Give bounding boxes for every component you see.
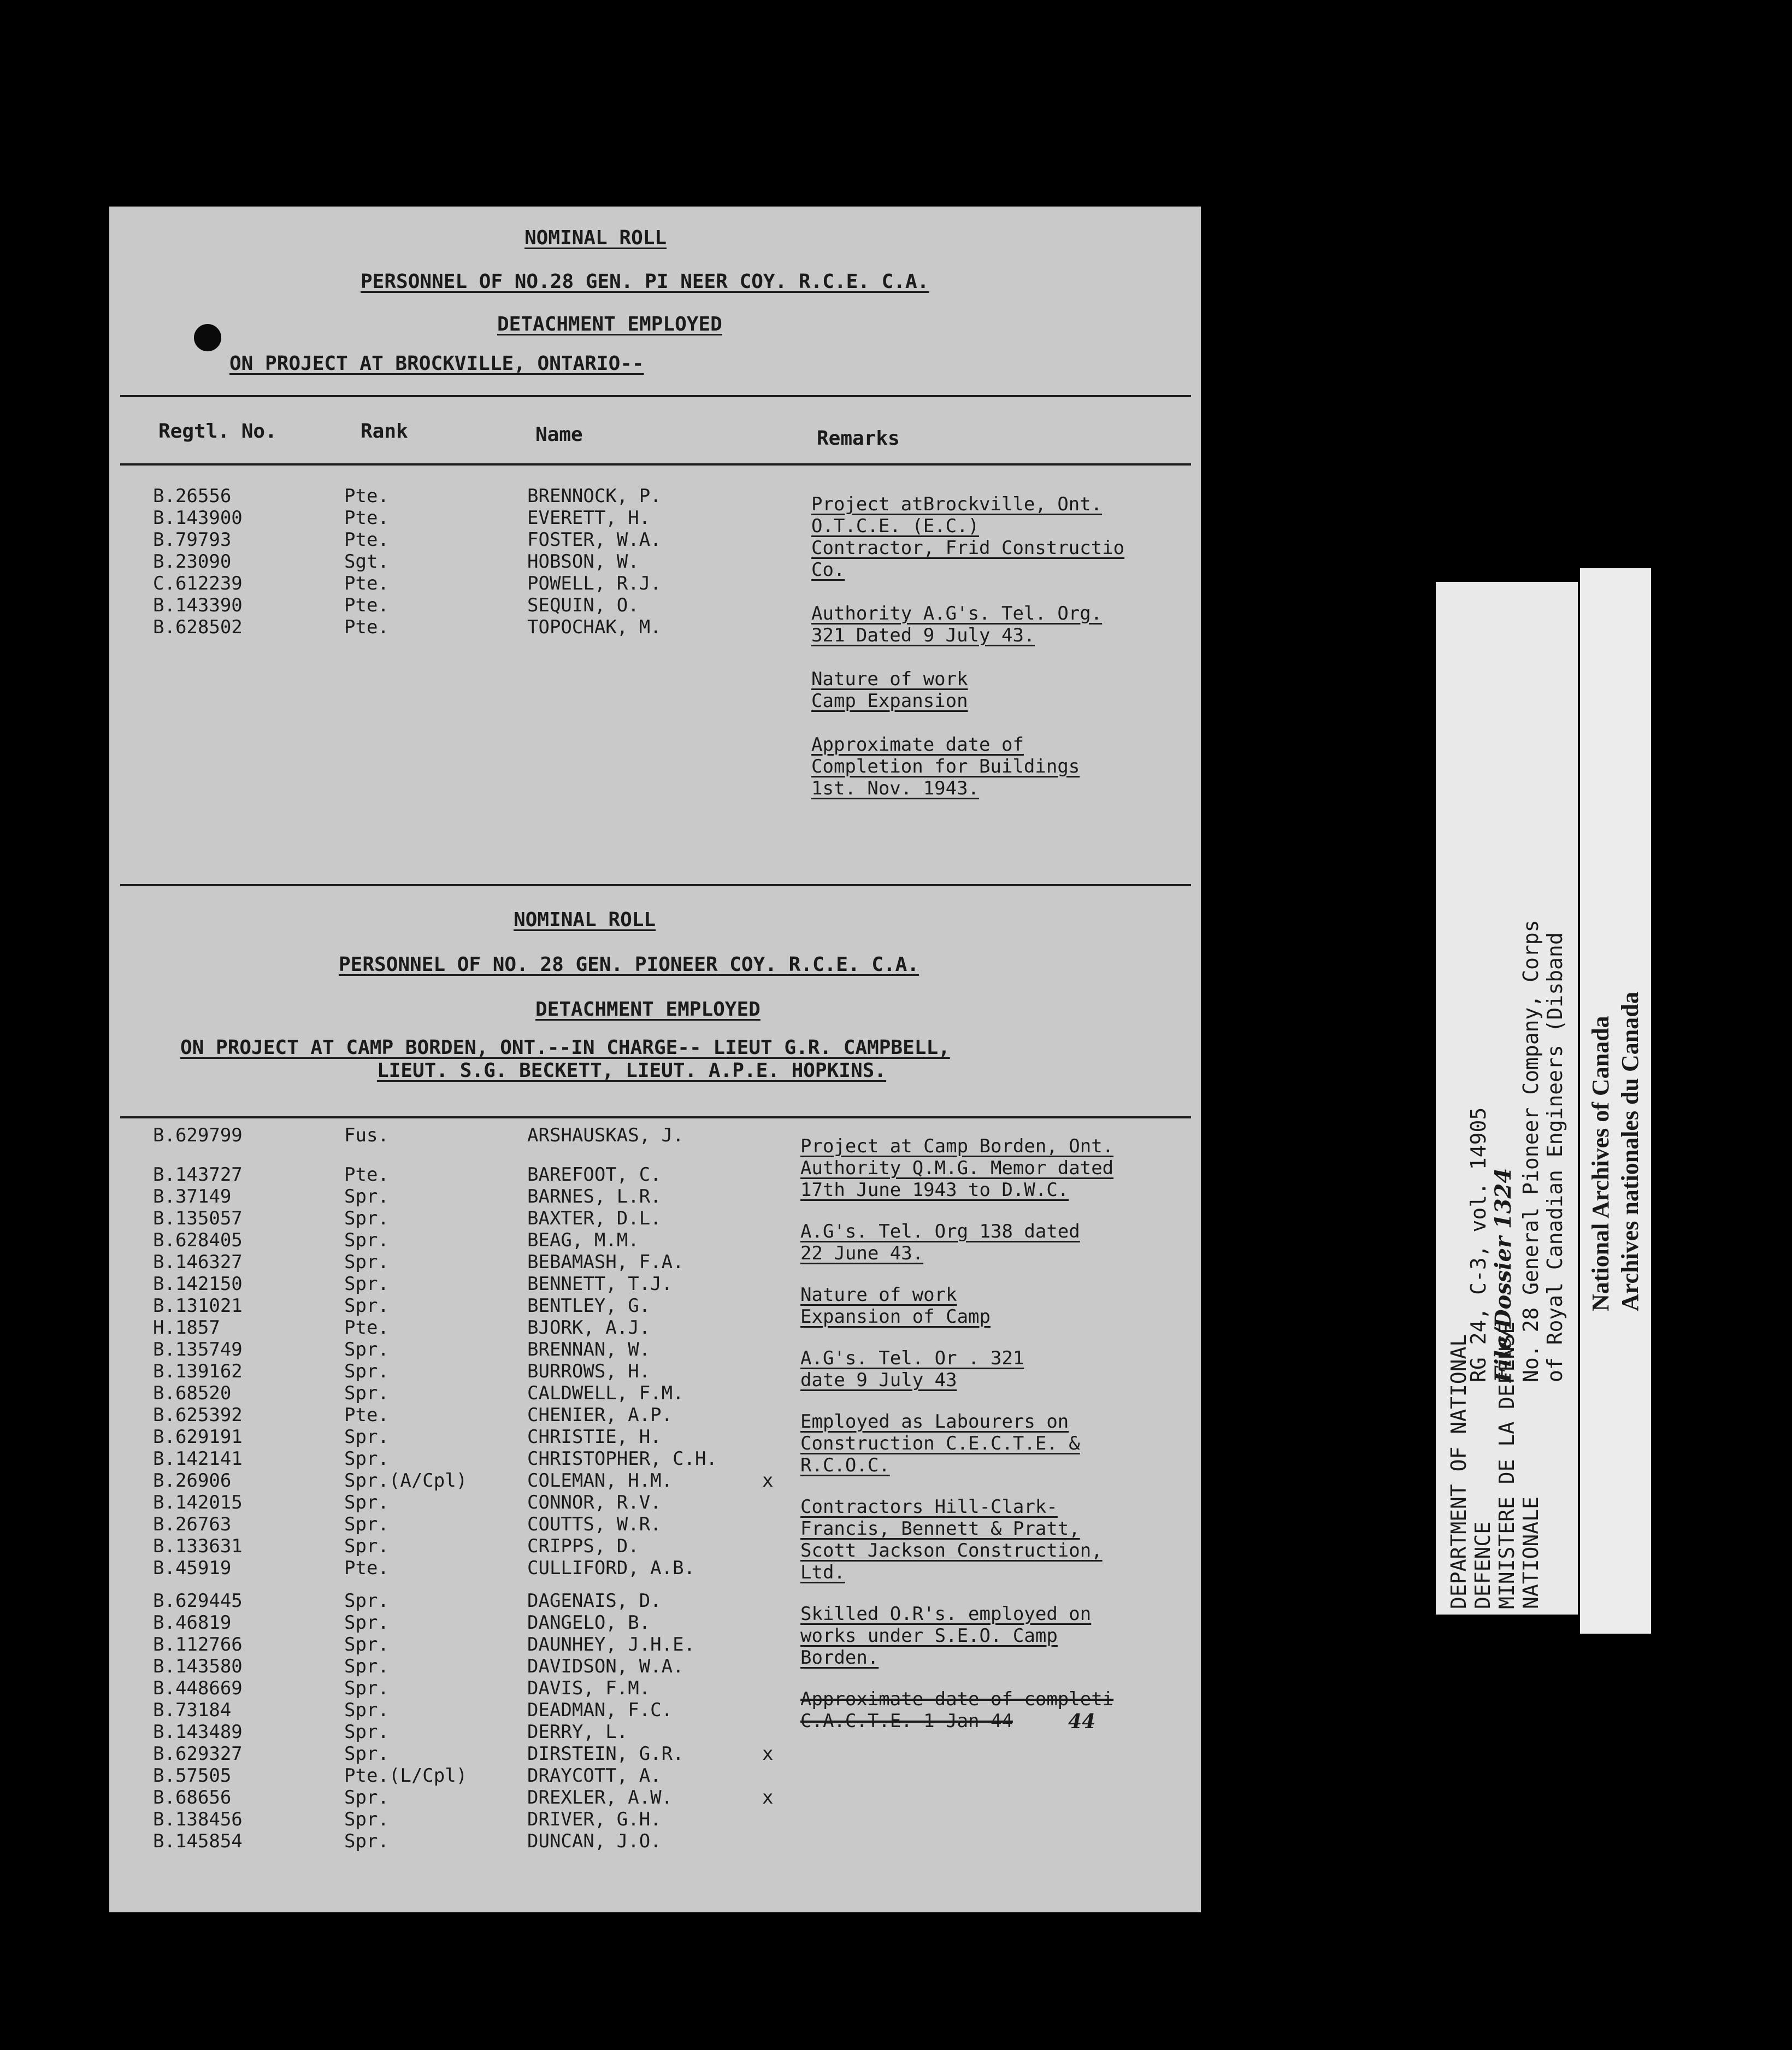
remark-line: 321 Dated 9 July 43.: [811, 625, 1035, 646]
cell-regtl-no: B.135749: [153, 1339, 243, 1360]
remark-line: Project at Camp Borden, Ont.: [800, 1135, 1114, 1157]
cell-regtl-no: B.448669: [153, 1677, 243, 1699]
divider: [120, 395, 1191, 397]
cell-regtl-no: B.26556: [153, 485, 232, 507]
cell-regtl-no: C.612239: [153, 573, 243, 594]
cell-name: CULLIFORD, A.B.: [527, 1557, 695, 1579]
cell-rank: Spr.: [344, 1186, 389, 1207]
remark-line: Approximate date of completi: [800, 1688, 1114, 1710]
cell-regtl-no: B.143580: [153, 1656, 243, 1677]
cell-regtl-no: B.133631: [153, 1535, 243, 1557]
table-row: [109, 1765, 1201, 1787]
cell-regtl-no: B.629799: [153, 1124, 243, 1146]
remark-line: C.A.C.T.E. 1 Jan 44: [800, 1710, 1013, 1732]
header-name: Name: [535, 423, 583, 446]
cell-name: BARNES, L.R.: [527, 1186, 662, 1207]
cell-regtl-no: B.143489: [153, 1721, 243, 1743]
cell-name: BENTLEY, G.: [527, 1295, 651, 1317]
cell-rank: Spr.(A/Cpl): [344, 1470, 468, 1492]
cell-name: COUTTS, W.R.: [527, 1513, 662, 1535]
cell-name: BURROWS, H.: [527, 1360, 651, 1382]
cell-name: HOBSON, W.: [527, 551, 639, 573]
cell-rank: Spr.: [344, 1743, 389, 1765]
remark-line: Project atBrockville, Ont.: [811, 493, 1103, 515]
remark-line: Authority Q.M.G. Memor dated: [800, 1157, 1114, 1179]
cell-name: DAVIS, F.M.: [527, 1677, 651, 1699]
cell-name: DAGENAIS, D.: [527, 1590, 662, 1612]
cell-regtl-no: B.131021: [153, 1295, 243, 1317]
cell-regtl-no: B.139162: [153, 1360, 243, 1382]
cell-regtl-no: B.143900: [153, 507, 243, 529]
cell-name: DEADMAN, F.C.: [527, 1699, 673, 1721]
cell-rank: Spr.: [344, 1295, 389, 1317]
punch-hole: [194, 324, 221, 351]
cell-name: DIRSTEIN, G.R.: [527, 1743, 684, 1765]
cell-regtl-no: B.628502: [153, 616, 243, 638]
cell-regtl-no: B.142015: [153, 1492, 243, 1513]
cell-rank: Spr.: [344, 1787, 389, 1809]
divider: [120, 463, 1191, 466]
cell-regtl-no: B.112766: [153, 1634, 243, 1656]
archive-ref-line1: RG 24, C-3, vol. 14905: [1466, 1107, 1490, 1382]
cell-regtl-no: B.68520: [153, 1382, 232, 1404]
cell-rank: Spr.: [344, 1513, 389, 1535]
cell-rank: Spr.: [344, 1492, 389, 1513]
cell-rank: Spr.: [344, 1360, 389, 1382]
cell-regtl-no: B.143727: [153, 1164, 243, 1186]
cell-regtl-no: B.143390: [153, 594, 243, 616]
cell-rank: Spr.: [344, 1535, 389, 1557]
cell-rank: Pte.: [344, 1317, 389, 1339]
table-row: [109, 1830, 1201, 1852]
cell-regtl-no: B.73184: [153, 1699, 232, 1721]
divider: [120, 884, 1191, 886]
cell-name: BENNETT, T.J.: [527, 1273, 673, 1295]
cell-rank: Spr.: [344, 1809, 389, 1830]
roll2-remarks: [800, 1135, 1183, 1732]
archive-ref-line3: of Royal Canadian Engineers (Disband: [1543, 932, 1567, 1382]
archives-stamp: [1580, 568, 1651, 1634]
cell-rank: Spr.: [344, 1721, 389, 1743]
cell-name: DREXLER, A.W.: [527, 1787, 673, 1809]
cell-rank: Spr.: [344, 1677, 389, 1699]
remark-line: Camp Expansion: [811, 690, 968, 712]
cell-rank: Spr.: [344, 1590, 389, 1612]
cell-rank: Pte.: [344, 507, 389, 529]
header-regtl-no: Regtl. No.: [158, 420, 277, 443]
cell-regtl-no: B.79793: [153, 529, 232, 551]
cell-rank: Pte.: [344, 616, 389, 638]
cell-rank: Spr.: [344, 1339, 389, 1360]
cell-regtl-no: B.146327: [153, 1251, 243, 1273]
roll2-title: NOMINAL ROLL: [514, 909, 656, 931]
header-rank: Rank: [361, 420, 408, 443]
roll1-detachment: DETACHMENT EMPLOYED: [497, 313, 722, 335]
cell-regtl-no: B.629327: [153, 1743, 243, 1765]
remark-line: Expansion of Camp: [800, 1306, 991, 1328]
handwritten-correction: 44: [1068, 1710, 1096, 1733]
cell-rank: Spr.: [344, 1426, 389, 1448]
cell-rank: Spr.: [344, 1229, 389, 1251]
roll2-project-line1: ON PROJECT AT CAMP BORDEN, ONT.--IN CHARGE-- LIEUT G.R. CAMPBELL,: [180, 1036, 950, 1059]
table-row: [109, 1743, 1201, 1765]
remark-line: 1st. Nov. 1943.: [811, 777, 980, 799]
remark-line: date 9 July 43: [800, 1369, 957, 1391]
cell-name: POWELL, R.J.: [527, 573, 662, 594]
cell-name: DRAYCOTT, A.: [527, 1765, 662, 1787]
remark-line: Approximate date of: [811, 734, 1024, 756]
cell-regtl-no: B.138456: [153, 1809, 243, 1830]
cell-regtl-no: B.68656: [153, 1787, 232, 1809]
cell-regtl-no: B.135057: [153, 1207, 243, 1229]
cell-name: BRENNAN, W.: [527, 1339, 651, 1360]
cell-name: CRIPPS, D.: [527, 1535, 639, 1557]
cell-regtl-no: B.26906: [153, 1470, 232, 1492]
remark-line: Completion for Buildings: [811, 756, 1080, 777]
roll1-remarks: [811, 493, 1194, 799]
cell-name: BRENNOCK, P.: [527, 485, 662, 507]
cell-rank: Pte.: [344, 1164, 389, 1186]
remark-line: Francis, Bennett & Pratt,: [800, 1518, 1080, 1540]
cell-name: BAXTER, D.L.: [527, 1207, 662, 1229]
dept-line1: DEPARTMENT OF NATIONAL: [1447, 1334, 1471, 1609]
dept-line2: DEFENCE: [1471, 1521, 1495, 1609]
remark-line: Construction C.E.C.T.E. &: [800, 1433, 1080, 1454]
divider: [120, 1116, 1191, 1118]
table-row: [109, 1787, 1201, 1809]
archive-ref-line2: No. 28 General Pioneer Company, Corps: [1519, 920, 1543, 1382]
cell-name: SEQUIN, O.: [527, 594, 639, 616]
remark-line: Co.: [811, 559, 845, 581]
remark-line: Scott Jackson Construction,: [800, 1540, 1103, 1562]
remark-line: 17th June 1943 to D.W.C.: [800, 1179, 1069, 1201]
header-remarks: Remarks: [817, 427, 900, 450]
cell-regtl-no: B.57505: [153, 1765, 232, 1787]
cell-name: CONNOR, R.V.: [527, 1492, 662, 1513]
cell-rank: Spr.: [344, 1382, 389, 1404]
roll1-title: NOMINAL ROLL: [524, 227, 667, 249]
cell-name: CHRISTOPHER, C.H.: [527, 1448, 717, 1470]
cell-mark: x: [762, 1787, 774, 1809]
cell-regtl-no: B.45919: [153, 1557, 232, 1579]
cell-rank: Spr.: [344, 1656, 389, 1677]
archives-stamp-french: Archives nationales du Canada: [1617, 992, 1643, 1311]
cell-rank: Pte.: [344, 1404, 389, 1426]
roll2-project-line2: LIEUT. S.G. BECKETT, LIEUT. A.P.E. HOPKINS.: [377, 1059, 886, 1082]
cell-name: DERRY, L.: [527, 1721, 628, 1743]
roll1-project: ON PROJECT AT BROCKVILLE, ONTARIO--: [229, 352, 644, 375]
remark-line: A.G's. Tel. Org 138 dated: [800, 1221, 1080, 1242]
cell-rank: Pte.: [344, 485, 389, 507]
cell-rank: Spr.: [344, 1634, 389, 1656]
cell-name: DAUNHEY, J.H.E.: [527, 1634, 695, 1656]
cell-mark: x: [762, 1470, 774, 1492]
document-page: [109, 207, 1201, 1912]
cell-regtl-no: B.629445: [153, 1590, 243, 1612]
cell-regtl-no: B.142150: [153, 1273, 243, 1295]
roll2-detachment: DETACHMENT EMPLOYED: [535, 998, 761, 1021]
cell-regtl-no: B.629191: [153, 1426, 243, 1448]
cell-regtl-no: B.37149: [153, 1186, 232, 1207]
cell-name: TOPOCHAK, M.: [527, 616, 662, 638]
remark-line: R.C.O.C.: [800, 1454, 890, 1476]
cell-rank: Spr.: [344, 1699, 389, 1721]
cell-rank: Pte.: [344, 529, 389, 551]
cell-rank: Fus.: [344, 1124, 389, 1146]
remark-line: Nature of work: [811, 668, 968, 690]
cell-rank: Pte.(L/Cpl): [344, 1765, 468, 1787]
remark-line: Skilled O.R's. employed on: [800, 1603, 1092, 1625]
cell-name: DRIVER, G.H.: [527, 1809, 662, 1830]
dept-line4: NATIONALE: [1519, 1497, 1543, 1609]
cell-name: DAVIDSON, W.A.: [527, 1656, 684, 1677]
cell-name: CALDWELL, F.M.: [527, 1382, 684, 1404]
cell-rank: Pte.: [344, 594, 389, 616]
cell-regtl-no: B.23090: [153, 551, 232, 573]
remark-line: Contractor, Frid Constructio: [811, 537, 1125, 559]
cell-name: DANGELO, B.: [527, 1612, 651, 1634]
cell-mark: x: [762, 1743, 774, 1765]
cell-name: BEAG, M.M.: [527, 1229, 639, 1251]
remark-line: Nature of work: [800, 1284, 957, 1306]
cell-rank: Pte.: [344, 573, 389, 594]
remark-line: Employed as Labourers on: [800, 1411, 1069, 1433]
archive-reference-label: [1436, 582, 1578, 1615]
cell-rank: Spr.: [344, 1612, 389, 1634]
cell-rank: Spr.: [344, 1273, 389, 1295]
remark-line: O.T.C.E. (E.C.): [811, 515, 980, 537]
cell-rank: Spr.: [344, 1251, 389, 1273]
cell-name: COLEMAN, H.M.: [527, 1470, 673, 1492]
roll2-personnel: PERSONNEL OF NO. 28 GEN. PIONEER COY. R.C.E. C.A.: [339, 953, 919, 976]
cell-regtl-no: B.26763: [153, 1513, 232, 1535]
cell-regtl-no: B.46819: [153, 1612, 232, 1634]
cell-name: DUNCAN, J.O.: [527, 1830, 662, 1852]
archive-file-handwritten: File/Dossier 1324: [1490, 1168, 1516, 1382]
cell-name: EVERETT, H.: [527, 507, 651, 529]
archives-stamp-english: National Archives of Canada: [1587, 1016, 1614, 1311]
cell-regtl-no: B.628405: [153, 1229, 243, 1251]
remark-line: works under S.E.O. Camp: [800, 1625, 1058, 1647]
table-row: [109, 1809, 1201, 1830]
cell-regtl-no: B.145854: [153, 1830, 243, 1852]
cell-name: BAREFOOT, C.: [527, 1164, 662, 1186]
cell-rank: Sgt.: [344, 551, 389, 573]
cell-rank: Spr.: [344, 1448, 389, 1470]
cell-name: CHENIER, A.P.: [527, 1404, 673, 1426]
cell-name: FOSTER, W.A.: [527, 529, 662, 551]
remark-line: Borden.: [800, 1647, 879, 1669]
dept-line3: MINISTERE DE LA DEFENSE: [1495, 1321, 1519, 1609]
remark-line: A.G's. Tel. Or . 321: [800, 1347, 1024, 1369]
cell-regtl-no: B.142141: [153, 1448, 243, 1470]
cell-regtl-no: H.1857: [153, 1317, 220, 1339]
cell-regtl-no: B.625392: [153, 1404, 243, 1426]
cell-rank: Pte.: [344, 1557, 389, 1579]
cell-name: BJORK, A.J.: [527, 1317, 651, 1339]
remark-line: Authority A.G's. Tel. Org.: [811, 603, 1103, 625]
cell-rank: Spr.: [344, 1207, 389, 1229]
roll1-personnel: PERSONNEL OF NO.28 GEN. PI NEER COY. R.C.E. C.A.: [361, 270, 929, 293]
cell-name: ARSHAUSKAS, J.: [527, 1124, 684, 1146]
cell-name: BEBAMASH, F.A.: [527, 1251, 684, 1273]
cell-rank: Spr.: [344, 1830, 389, 1852]
remark-line: Contractors Hill-Clark-: [800, 1496, 1058, 1518]
cell-name: CHRISTIE, H.: [527, 1426, 662, 1448]
remark-line: Ltd.: [800, 1562, 845, 1583]
remark-line: 22 June 43.: [800, 1242, 924, 1264]
